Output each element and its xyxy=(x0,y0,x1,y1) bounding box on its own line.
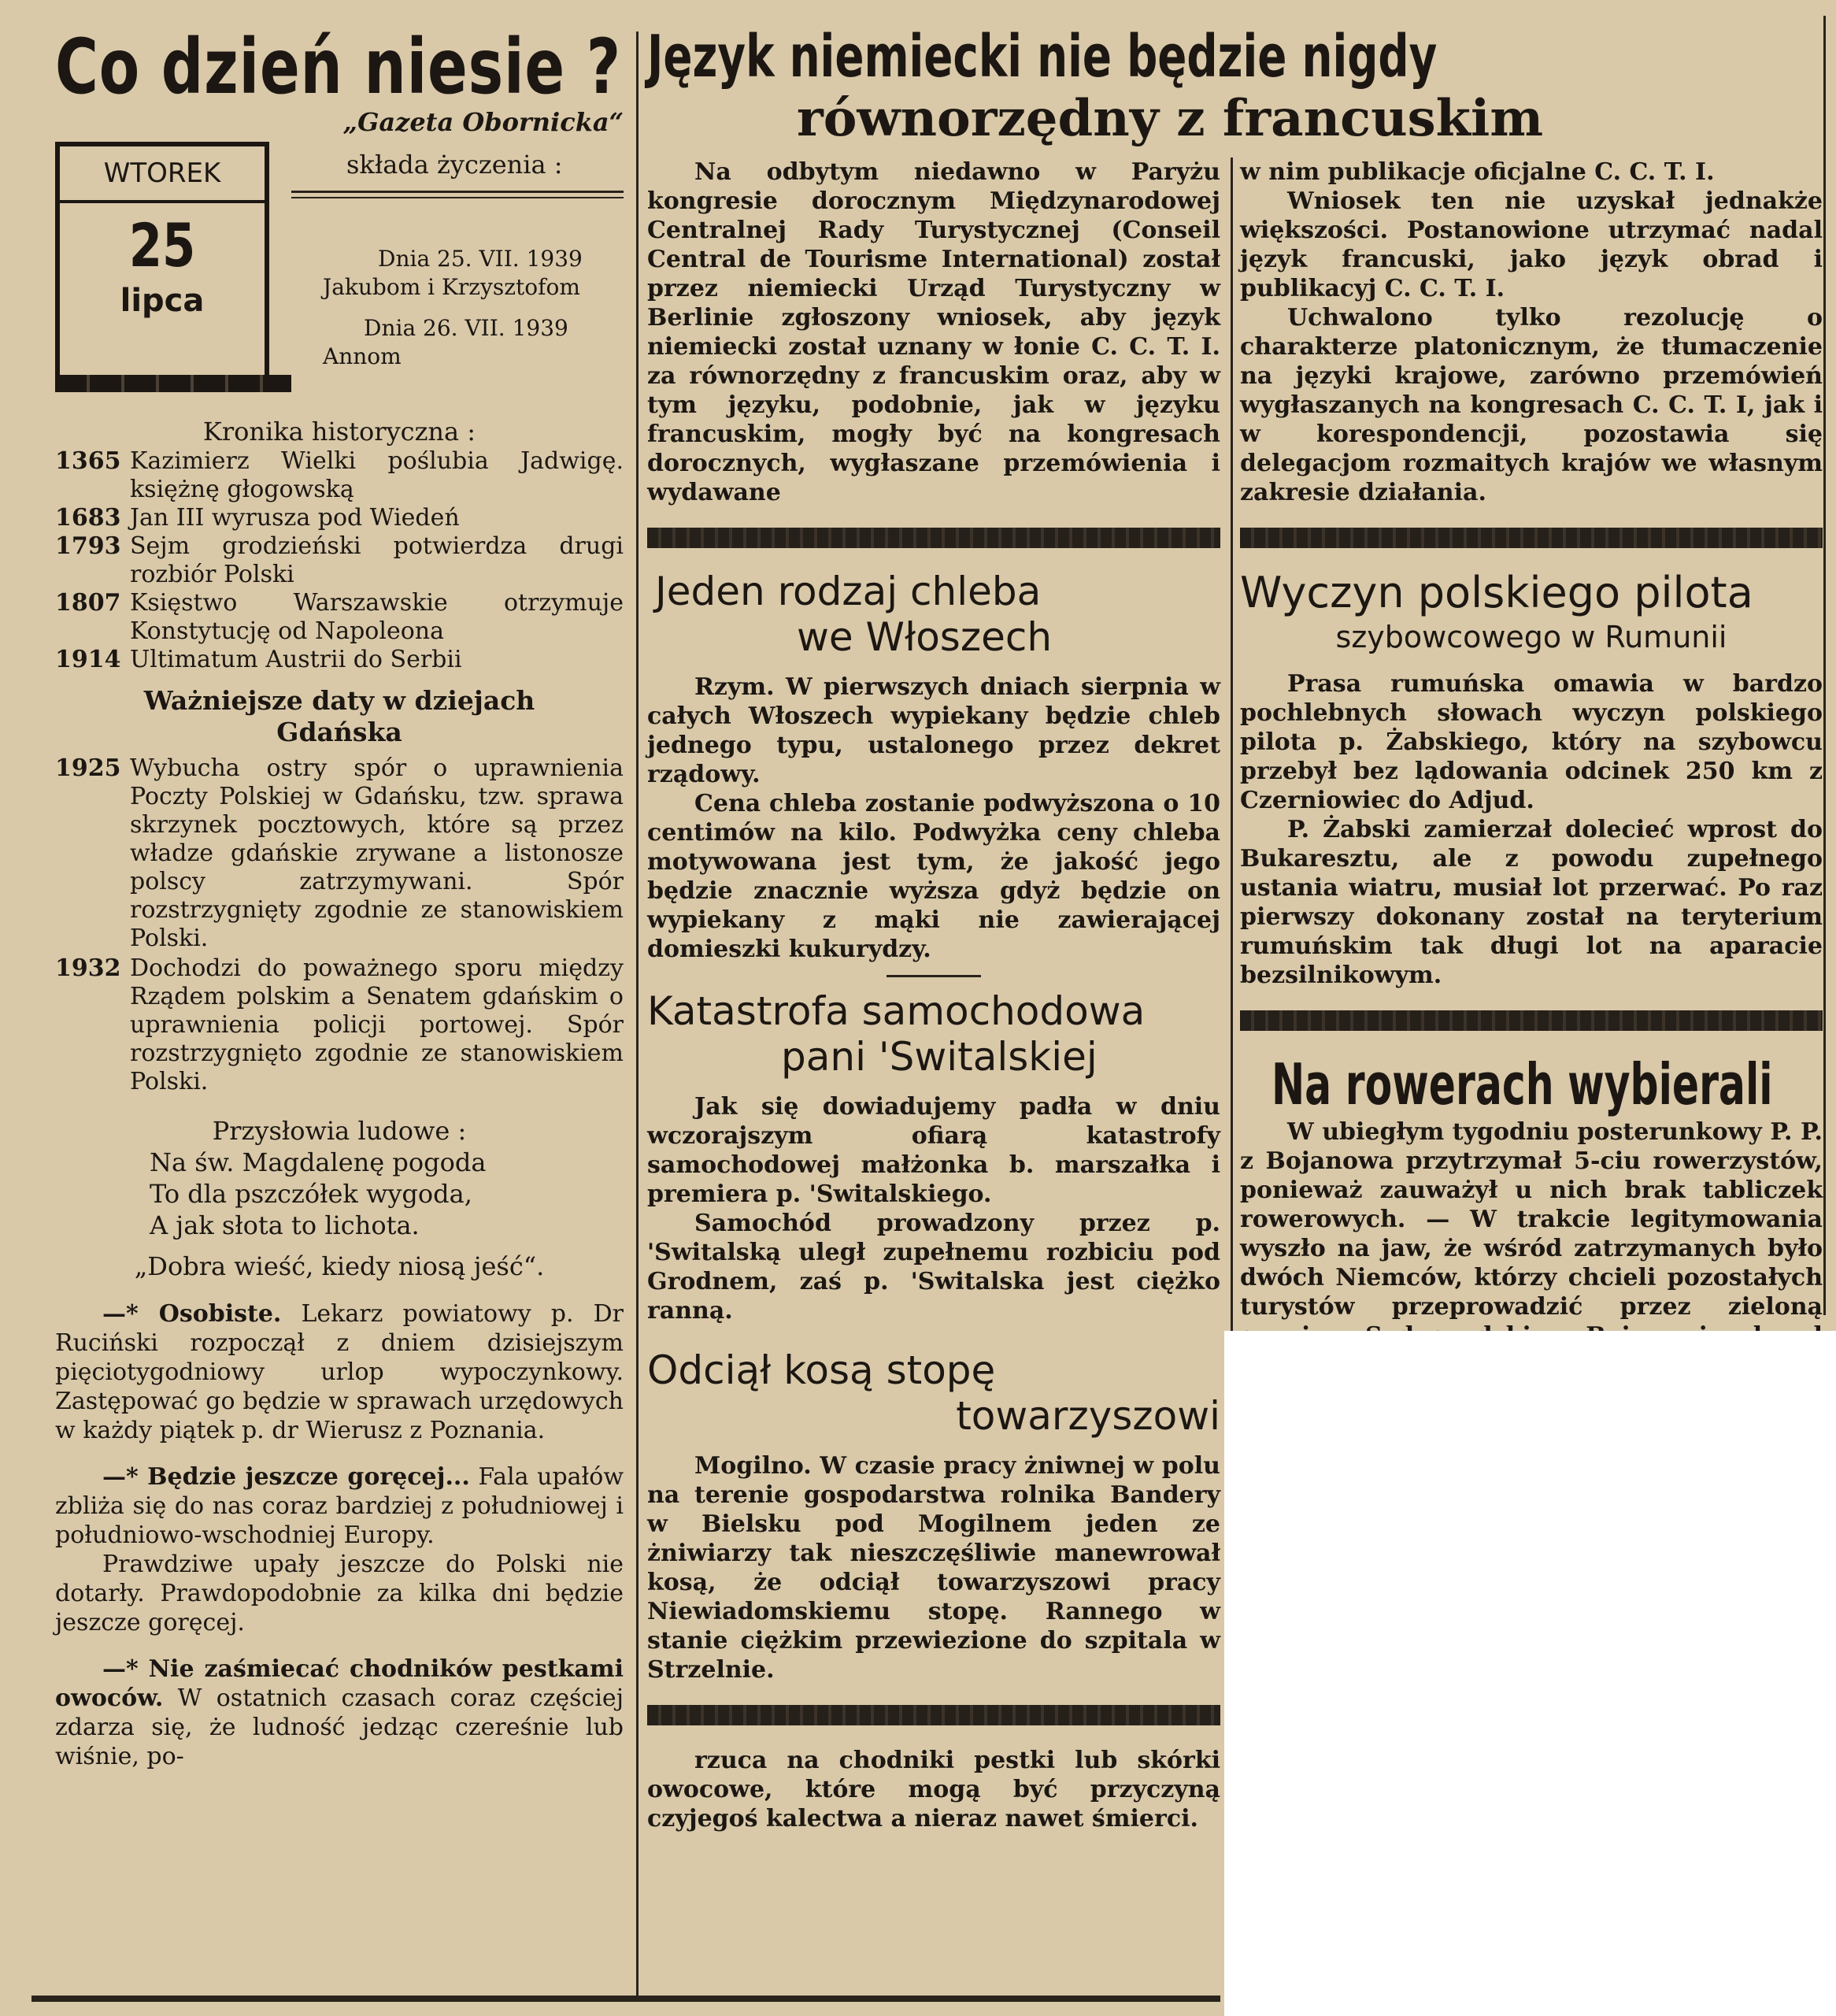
calendar-weekday: WTOREK xyxy=(103,158,221,189)
calendar-base xyxy=(55,375,291,392)
gdansk-year: 1925 xyxy=(55,754,121,782)
page-edge-rule xyxy=(1823,16,1826,1315)
note-heat xyxy=(55,1462,624,1550)
crash-title-1: Katastrofa samochodowa xyxy=(647,988,1146,1034)
column-rule-right xyxy=(1231,158,1233,1331)
proverb-line: To dla pszczółek wygoda, xyxy=(150,1179,472,1209)
nameday-1-names: Jakubom i Krzysztofom xyxy=(323,274,580,300)
blank-region xyxy=(1224,1331,1836,2016)
wishes-label: składa życzenia : xyxy=(346,150,563,180)
note-pits-body: W ostatnich czasach coraz częściej zdarza się, że ludność jedząc czereśnie lub wiśnie, po- xyxy=(55,1684,624,1770)
gdansk-entry xyxy=(55,754,624,953)
scythe-title-1: Odciął kosą stopę xyxy=(647,1347,996,1393)
section-divider xyxy=(647,528,1220,548)
bread-title-1: Jeden rodzaj chleba xyxy=(655,569,1042,614)
gdansk-text: Dochodzi do poważnego sporu między Rządem polskim a Senatem gdańskim o uprawnienia policji portowej. Spór rozstrzygnięto zgodnie ze stanowiskiem Polski. xyxy=(130,954,624,1095)
nameday-1-date: Dnia 25. VII. 1939 xyxy=(378,246,583,272)
top-headline-line-2: równorzędny z francuskim xyxy=(797,89,1544,148)
article-rule xyxy=(887,975,981,977)
column-right xyxy=(1240,158,1823,1517)
bottom-rule xyxy=(31,1996,1220,2002)
gdansk-year: 1932 xyxy=(55,954,121,982)
chronicle-title: Kronika historyczna : xyxy=(202,417,476,447)
top-article-body-b1: w nim publikacje oficjalne C. C. T. I. xyxy=(1240,158,1715,186)
calendar-day: 25 xyxy=(128,210,196,280)
bikes-para-1: W ubiegłym tygodniu posterunkowy P. P. z Bojanowa przytrzymał 5-ciu rowerzystów, ponieważ zauważył u nich brak tabliczek rowerowych. — W trakcie legitymowania wyszło na jaw, że wśród zatrzymanych było dwóch Niemców, którzy chcieli pozostałych turystów przeprowadzić przez zieloną xyxy=(1240,1118,1823,1321)
section-divider-3 xyxy=(1240,528,1823,548)
top-article-headline xyxy=(647,24,1820,148)
top-article-body-a: Na odbytym niedawno w Paryżu kongresie dorocznym Międzynarodowej Centralnej Rady Turystycznej (Conseil Central de Tourisme International) został przez niemiecki Urząd Turystyczny w Berlinie zgłoszony wniosek, aby język niemiecki został uznany w łonie C. C. T. I. za równorzędny z francuskim oraz, aby w tym języku, podobnie, jak w języku francuskim, mogły być na kongresach dorocznych, wygłaszane przemówienia i wydawane xyxy=(647,158,1220,506)
chronicle-year: 1793 xyxy=(55,532,121,560)
calendar-month: lipca xyxy=(120,283,205,319)
chronicle-year: 1683 xyxy=(55,504,121,532)
chronicle-text: Księstwo Warszawskie otrzymuje Konstytucję od Napoleona xyxy=(130,589,624,645)
section-divider-2 xyxy=(647,1705,1220,1725)
proverbs-list xyxy=(55,1147,624,1241)
gdansk-title: Ważniejsze daty w dziejach Gdańska xyxy=(143,685,535,747)
chronicle-list xyxy=(55,447,624,674)
calendar-card xyxy=(55,142,269,380)
nameday-2-date: Dnia 26. VII. 1939 xyxy=(364,315,568,341)
note-heat-head: —* Będzie jeszcze goręcej... xyxy=(102,1463,470,1491)
gdansk-list xyxy=(55,754,624,1096)
pits-continuation: rzuca na chodniki pestki lub skórki owocowe, które mogą być przyczyną czyjegoś kalectwa a nieraz nawet śmierci. xyxy=(647,1747,1220,1833)
chronicle-text: Sejm grodzieński potwierdza drugi rozbiór Polski xyxy=(130,532,624,588)
top-headline-line-1: Język niemiecki nie będzie nigdy xyxy=(647,23,1438,91)
note-personal xyxy=(55,1299,624,1445)
chronicle-year: 1914 xyxy=(55,646,121,673)
bread-para-2: Cena chleba zostanie podwyższona o 10 centimów na kilo. Podwyżka ceny chleba motywowana jest tym, że jakość jego będzie znacznie wyższa gdyż będzie on wypiekany z mąki nie zawierającej domieszki kukurydzy. xyxy=(647,790,1220,963)
chronicle-entry xyxy=(55,447,624,504)
wishes-rule xyxy=(291,191,624,193)
gdansk-text: Wybucha ostry spór o uprawnienia Poczty Polskiej w Gdańsku, tzw. sprawa skrzynek pocztowych, które są przez władze gdańskie zrywane a listonosze polscy zatrzymywani. Spór rozstrzygnięty zgodnie ze stanowiskiem Polski. xyxy=(130,754,624,952)
note-heat-body-2: Prawdziwe upały jeszcze do Polski nie dotarły. Prawdopodobnie za kilka dni będzie jeszcze goręcej. xyxy=(55,1551,624,1636)
calendar-divider xyxy=(60,200,265,203)
proverb-line: A jak słota to lichota. xyxy=(150,1210,420,1240)
bread-title-2: we Włoszech xyxy=(797,614,1053,660)
proverb-line: Na św. Magdalenę pogoda xyxy=(150,1147,487,1177)
chronicle-year: 1365 xyxy=(55,447,121,475)
top-article-body-b2: Wniosek ten nie uzyskał jednakże większości. Postanowione utrzymać nadal język francuski, jako język obrad i publikacyj C. C. T. I. xyxy=(1240,187,1823,302)
nameday-2-names: Annom xyxy=(323,343,402,369)
pilot-para-1: Prasa rumuńska omawia w bardzo pochlebnych słowach wyczyn polskiego pilota p. Żabskiego, który na szybowcu przebył bez lądowania odcinek 250 km z Czerniowiec do Adjud. xyxy=(1240,670,1823,814)
proverbs-title: Przysłowia ludowe : xyxy=(212,1116,467,1146)
wishes-rule-2 xyxy=(291,197,624,198)
crash-para-2: Samochód prowadzony przez p. 'Switalską uległ zupełnemu rozbiciu pod Grodnem, zaś p. 'Switalska jest ciężko ranną. xyxy=(647,1210,1220,1325)
note-personal-body: Lekarz powiatowy p. Dr Ruciński rozpoczął z dniem dzisiejszym pięciotygodniowy urlop wypoczynkowy. Zastępować go będzie w sprawach urzędowych w każdy piątek p. dr Wierusz z Poznania. xyxy=(55,1300,624,1444)
saying: „Dobra wieść, kiedy niosą jeść“. xyxy=(134,1251,545,1281)
note-personal-head: —* Osobiste. xyxy=(102,1300,282,1328)
chronicle-text: Jan III wyrusza pod Wiedeń xyxy=(130,504,460,532)
crash-para-1: Jak się dowiadujemy padła w dniu wczorajszym ofiarą katastrofy samochodowej małżonka b. marszałka i premiera p. 'Switalskiego. xyxy=(647,1093,1220,1208)
pilot-para-2: P. Żabski zamierzał dolecieć wprost do Bukaresztu, ale z powodu zupełnego ustania wiatru, musiał lot przerwać. Po raz pierwszy dokonany został na teryterium rumuńskim tak długi lot na aparacie bezsilnikowym. xyxy=(1240,816,1823,989)
note-pits-head: —* Nie zaśmiecać chodników pestkami owoców. xyxy=(55,1655,624,1712)
chronicle-entry xyxy=(55,532,624,589)
chronicle-entry xyxy=(55,589,624,646)
column-rule-left xyxy=(636,32,639,2000)
scythe-para-1: Mogilno. W czasie pracy żniwnej w polu na terenie gospodarstwa rolnika Bandery w Bielsku pod Mogilnem jeden ze żniwiarzy tak nieszczęśliwie manewrował kosą, że odciął towarzyszowi pracy Niewiadomskiemu stopę. Rannego w stanie ciężkim przewiezione do szpitala w Strzelnie. xyxy=(647,1452,1220,1684)
crash-title-2: pani 'Switalskiej xyxy=(781,1034,1098,1080)
section-divider-4 xyxy=(1240,1010,1823,1031)
gdansk-entry xyxy=(55,954,624,1096)
note-pits xyxy=(55,1655,624,1771)
bread-para-1: Rzym. W pierwszych dniach sierpnia w całych Włoszech wypiekany będzie chleb jednego typu, ustalonego przez dekret rządowy. xyxy=(647,673,1220,788)
gazette-name: „Gazeta Obornicka“ xyxy=(342,107,624,137)
chronicle-entry xyxy=(55,504,624,532)
column-middle xyxy=(647,158,1220,1833)
chronicle-text: Ultimatum Austrii do Serbii xyxy=(130,646,462,673)
note-heat-body-1: Fala upałów zbliża się do nas coraz bardziej z południowej i południowo-wschodniej Europy. xyxy=(55,1463,624,1549)
masthead-title: Co dzień niesie ? xyxy=(55,23,622,111)
pilot-title-1: Wyczyn polskiego pilota xyxy=(1240,568,1753,617)
column-daily xyxy=(55,24,624,1771)
pilot-title-2: szybowcowego w Rumunii xyxy=(1335,620,1727,654)
top-article-body-b3: Uchwalono tylko rezolucję o charakterze platonicznym, że tłumaczenie na języki krajowe, zarówno przemówień wygłaszanych na kongresach C. C. T. I, jak i w korespondencji, pozostawia się delegacjom rozmaitych krajów we własnym zakresie działania. xyxy=(1240,304,1823,506)
chronicle-text: Kazimierz Wielki poślubia Jadwigę. księżnę głogowską xyxy=(130,447,624,503)
bikes-title: Na rowerach wybierali xyxy=(1272,1051,1773,1117)
scythe-title-2: towarzyszowi xyxy=(956,1393,1220,1439)
chronicle-year: 1807 xyxy=(55,589,121,617)
chronicle-entry xyxy=(55,646,624,674)
